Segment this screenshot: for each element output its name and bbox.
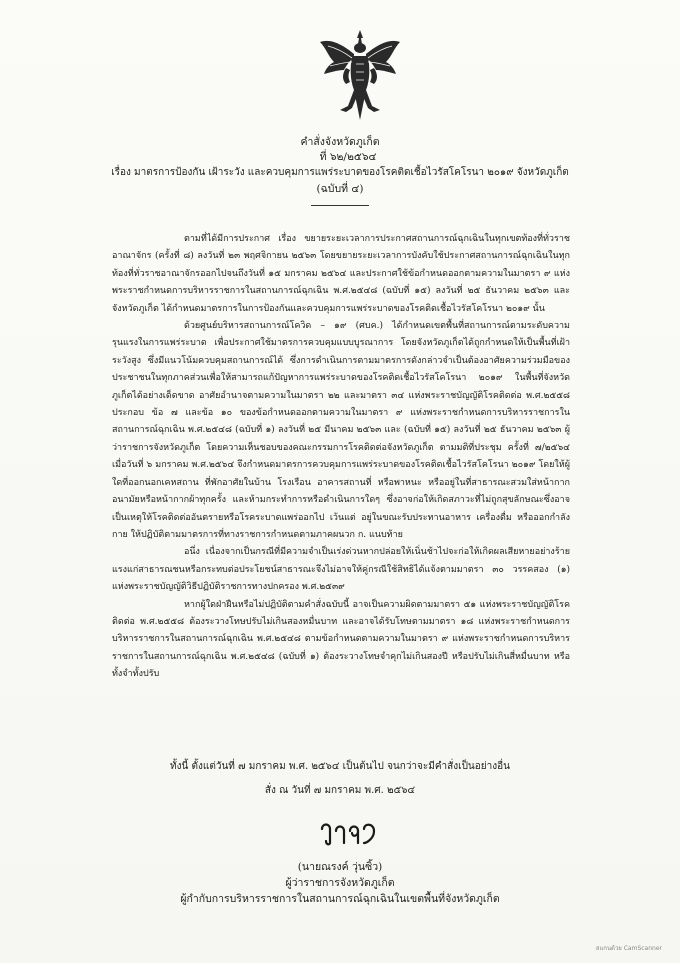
paragraph-3: อนึ่ง เนื่องจากเป็นกรณีที่มีความจำเป็นเร่งด่วนหากปล่อยให้เนิ่นช้าไปจะก่อให้เกิดผลเสียหายอย่างร้ายแรงแก่สาธารณชนหรือกระทบต่อประโยชน์สาธารณะจึงไม่อาจให้คู่กรณีใช้สิทธิได้แจ้งตามมาตรา ๓๐ วรรคสอง (๑) แห่งพระราชบัญญัติวิธีปฏิบัติราชการทางปกครอง พ.ศ.๒๕๓๙	[112, 547, 570, 593]
signatory-name: (นายณรงค์ วุ่นซิ้ว)	[297, 861, 383, 873]
order-subject: เรื่อง มาตรการป้องกัน เฝ้าระวัง และควบคุมการแพร่ระบาดของโรคติดเชื้อไวรัสโคโรนา ๒๐๑๙ จังหวัดภูเก็ต	[111, 167, 569, 178]
signatory-position: ผู้ว่าราชการจังหวัดภูเก็ต	[285, 877, 395, 889]
paragraph-2: ด้วยศูนย์บริหารสถานการณ์โควิด – ๑๙ (ศบค.) ได้กำหนดเขตพื้นที่สถานการณ์ตามระดับความรุนแรงในการแพร่ระบาด เพื่อประกาศใช้มาตรการควบคุมแบบบูรณาการ โดยจังหวัดภูเก็ตได้ถูกกำหนดให้เป็นพื้นที่เฝ้าระวังสูง ซึ่งมีแนวโน้มควบคุมสถานการณ์ได้ ซึ่งการดำเนินการตามมาตรการดังกล่าวจำเป็นต้องอาศัยความร่วมมือของประชาชนในทุกภาคส่วนเพื่อให้สามารถแก้ปัญหาการแพร่ระบาดของโรคติดเชื้อไวรัสโคโรนา ๒๐๑๙ ในพื้นที่จังหวัดภูเก็ตได้อย่างเด็ดขาด อาศัยอำนาจตามความในมาตรา ๒๒ และมาตรา ๓๔ แห่งพระราชบัญญัติโรคติดต่อ พ.ศ.๒๕๕๘ ประกอบ ข้อ ๗ และข้อ ๑๐ ของข้อกำหนดออกตามความในมาตรา ๙ แห่งพระราชกำหนดการบริหารราชการในสถานการณ์ฉุกเฉิน พ.ศ.๒๕๔๘ (ฉบับที่ ๑) ลงวันที่ ๒๕ มีนาคม ๒๕๖๓ และ (ฉบับที่ ๑๕) ลงวันที่ ๒๕ ธันวาคม ๒๕๖๓ ผู้ว่าราชการจังหวัดภูเก็ต โดยความเห็นชอบของคณะกรรมการโรคติดต่อจังหวัดภูเก็ต ตามมติที่ประชุม ครั้งที่ ๗/๒๕๖๔ เมื่อวันที่ ๖ มกราคม พ.ศ.๒๕๖๔ จึงกำหนดมาตรการควบคุมการแพร่ระบาดของโรคติดเชื้อไวรัสโคโรนา ๒๐๑๙ โดยให้ผู้ใดที่ออกนอกเคหสถาน ที่พักอาศัยในบ้าน โรงเรือน อาคารสถานที่ หรือพาหนะ หรืออยู่ในที่สาธารณะสวมใส่หน้ากากอนามัยหรือหน้ากากผ้าทุกครั้ง และห้ามกระทำการหรือดำเนินการใดๆ ซึ่งอาจก่อให้เกิดสภาวะที่ไม่ถูกสุขลักษณะซึ่งอาจเป็นเหตุให้โรคติดต่ออันตรายหรือโรคระบาดแพร่ออกไป เว้นแต่ อยู่ในขณะรับประทานอาหาร เครื่องดื่ม หรือออกกำลังกาย ให้ปฏิบัติตามมาตรการที่ทางราชการกำหนดตามภาคผนวก ก. แนบท้าย	[112, 321, 570, 540]
order-edition: (ฉบับที่ ๔)	[316, 183, 364, 195]
header-divider	[311, 205, 369, 206]
order-title: คำสั่งจังหวัดภูเก็ต	[300, 136, 380, 148]
order-number: ที่ ๖๒/๒๕๖๔	[319, 151, 377, 163]
signed-date: สั่ง ณ วันที่ ๗ มกราคม พ.ศ. ๒๕๖๔	[264, 785, 416, 796]
paragraph-4: หากผู้ใดฝ่าฝืนหรือไม่ปฏิบัติตามคำสั่งฉบับนี้ อาจเป็นความผิดตามมาตรา ๕๑ แห่งพระราชบัญญัติโรคติดต่อ พ.ศ.๒๕๕๘ ต้องระวางโทษปรับไม่เกินสองหมื่นบาท และอาจได้รับโทษตามมาตรา ๑๘ แห่งพระราชกำหนดการบริหารราชการในสถานการณ์ฉุกเฉิน พ.ศ.๒๕๔๘ ตามข้อกำหนดตามความในมาตรา ๙ แห่งพระราชกำหนดการบริหารราชการในสถานการณ์ฉุกเฉิน พ.ศ.๒๕๔๘ (ฉบับที่ ๑) ต้องระวางโทษจำคุกไม่เกินสองปี หรือปรับไม่เกินสี่หมื่นบาท หรือทั้งจำทั้งปรับ	[112, 599, 570, 680]
garuda-emblem-icon	[316, 28, 404, 128]
signatory-role: ผู้กำกับการบริหารราชการในสถานการณ์ฉุกเฉินในเขตพื้นที่จังหวัดภูเก็ต	[180, 893, 500, 905]
scanner-watermark: สแกนด้วย CamScanner	[595, 945, 662, 952]
effective-date: ทั้งนี้ ตั้งแต่วันที่ ๗ มกราคม พ.ศ. ๒๕๖๔ เป็นต้นไป จนกว่าจะมีคำสั่งเป็นอย่างอื่น	[170, 761, 510, 772]
body-text	[112, 231, 570, 684]
paragraph-1: ตามที่ได้มีการประกาศ เรื่อง ขยายระยะเวลาการประกาศสถานการณ์ฉุกเฉินในทุกเขตท้องที่ทั่วราชอาณาจักร (ครั้งที่ ๘) ลงวันที่ ๒๓ พฤศจิกายน ๒๕๖๓ โดยขยายระยะเวลาการบังคับใช้ประกาศสถานการณ์ฉุกเฉินในทุกท้องที่ทั่วราชอาณาจักรออกไปจนถึงวันที่ ๑๕ มกราคม ๒๕๖๔ และประกาศใช้ข้อกำหนดออกตามความในมาตรา ๙ แห่งพระราชกำหนดการบริหารราชการในสถานการณ์ฉุกเฉิน พ.ศ.๒๕๔๘ (ฉบับที่ ๑๕) ลงวันที่ ๒๕ ธันวาคม ๒๕๖๓ และจังหวัดภูเก็ต ได้กำหนดมาตรการในการป้องกันและควบคุมการแพร่ระบาดของโรคติดเชื้อไวรัสโคโรนา ๒๐๑๙ นั้น	[112, 234, 570, 314]
handwritten-signature	[318, 819, 378, 849]
